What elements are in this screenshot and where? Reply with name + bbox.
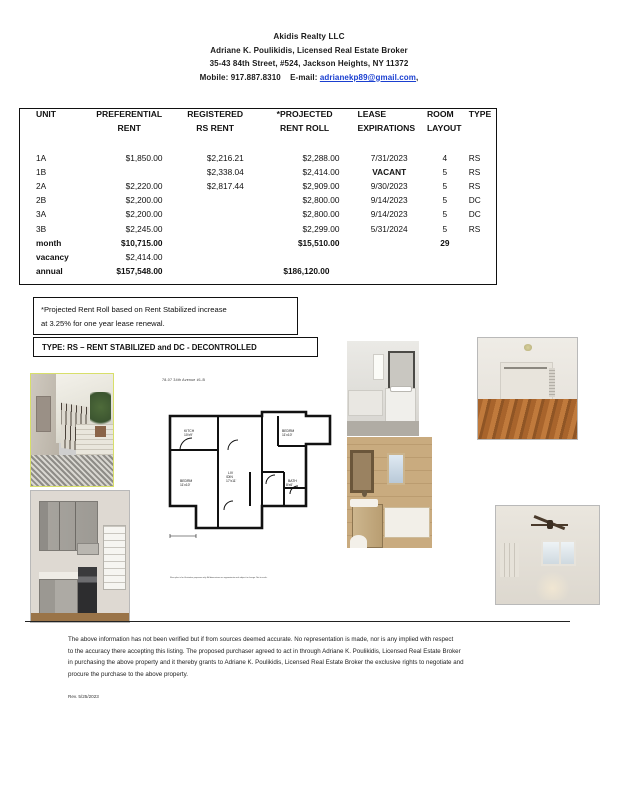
- table-header: [19, 108, 497, 151]
- summary-room: [425, 264, 465, 278]
- cell-type: DC: [468, 195, 481, 206]
- table-row: [19, 193, 497, 207]
- col-type: TYPE: [468, 109, 492, 119]
- col-projected-sub: RENT ROLL: [280, 123, 330, 134]
- potted-plant: [90, 392, 111, 430]
- summary-row-annual: [19, 264, 497, 278]
- summary-preferential: $2,414.00: [125, 251, 163, 262]
- col-lease-sub: EXPIRATIONS: [357, 123, 416, 134]
- cell-registered: [175, 222, 256, 236]
- summary-projected: $15,510.00: [297, 237, 340, 248]
- bathroom-white-photo: [347, 341, 419, 436]
- col-unit: UNIT: [36, 109, 57, 119]
- cell-type: RS: [468, 166, 481, 177]
- summary-lease: [353, 236, 424, 250]
- contact-line: [0, 71, 618, 85]
- svg-text:8'x6': 8'x6': [286, 483, 293, 487]
- summary-room: 29: [440, 237, 450, 248]
- cell-unit: 2A: [36, 180, 47, 191]
- disclaimer-line-3: in purchasing the above property and it thereby grants to Adriane K. Poulikidis, Licensed Real Estate Broker the exclusive rights to negotiate and: [68, 659, 464, 667]
- cell-unit: 3B: [36, 223, 47, 234]
- plant-pot: [95, 426, 106, 437]
- summary-registered: [175, 250, 256, 264]
- company-name: Akidis Realty LLC: [273, 32, 345, 41]
- footer-divider: [25, 621, 570, 622]
- bath2-toilet: [350, 535, 367, 548]
- summary-type: [465, 264, 497, 278]
- cell-type: DC: [468, 209, 481, 220]
- svg-text:LIV: LIV: [228, 471, 234, 475]
- table-row: [19, 222, 497, 236]
- cell-projected: $2,299.00: [302, 223, 340, 234]
- bath2-mirror: [350, 450, 375, 493]
- cell-lease: 9/14/2023: [370, 209, 408, 220]
- range-hood: [77, 543, 99, 554]
- hall-door: [36, 396, 51, 432]
- stove-range: [78, 567, 97, 619]
- bath2-tub: [384, 507, 430, 538]
- room1-hardwood-floor: [478, 399, 577, 439]
- table-row: [19, 165, 497, 179]
- summary-preferential: $10,715.00: [121, 237, 163, 248]
- col-lease: LEASE: [357, 109, 387, 119]
- floor-plan-footnote: Floor plan is for illustrative purposes only. All dimensions are approximate and subject to change. Not to scale.: [170, 577, 268, 579]
- office-address: 35-43 84th Street, #524, Jackson Heights, NY 11372: [209, 59, 409, 69]
- bath1-window: [373, 354, 384, 380]
- ceiling-fan-icon: [531, 520, 568, 529]
- col-room-sub: LAYOUT: [426, 123, 462, 134]
- disclaimer-text: [68, 634, 552, 680]
- room1-radiator: [549, 368, 555, 396]
- cell-lease: 7/31/2023: [370, 152, 408, 163]
- summary-row-vacancy: [19, 250, 497, 264]
- kitchen-photo: [30, 490, 130, 623]
- hallway-stairs-photo: [30, 373, 114, 487]
- header-spacer: [19, 136, 497, 150]
- cell-type: RS: [468, 223, 481, 234]
- floor-plan-label: 78-07 34th Avenue #1-B: [162, 378, 206, 382]
- room2-floor-reflection: [535, 571, 570, 600]
- svg-text:11'x10': 11'x10': [282, 433, 293, 437]
- summary-registered: [175, 236, 256, 250]
- summary-label: vacancy: [36, 251, 69, 262]
- cell-room: 5: [442, 209, 448, 220]
- col-unit-sub: [19, 122, 84, 136]
- bath2-window: [387, 453, 405, 486]
- table-header-row-1: [19, 108, 497, 122]
- cell-lease: 5/31/2024: [370, 223, 408, 234]
- cell-registered: $2,338.04: [206, 166, 244, 177]
- cell-unit: 1A: [36, 152, 47, 163]
- cell-preferential: [84, 165, 175, 179]
- bathroom-tile-photo: [347, 437, 432, 548]
- email-link[interactable]: adrianekp89@gmail.com: [319, 72, 416, 82]
- cell-preferential: $2,220.00: [125, 180, 163, 191]
- cell-lease: 9/14/2023: [370, 195, 408, 206]
- phone-label: Mobile: 917.887.8310: [199, 72, 281, 82]
- cell-preferential: $2,200.00: [125, 195, 163, 206]
- col-registered-sub: RS RENT: [196, 123, 235, 134]
- summary-label: month: [36, 237, 62, 248]
- bath1-floor: [347, 421, 419, 436]
- svg-text:17'x11': 17'x11': [226, 479, 237, 483]
- cell-preferential: $2,200.00: [125, 209, 163, 220]
- svg-text:BEDRM: BEDRM: [282, 429, 295, 433]
- summary-type: [465, 250, 497, 264]
- hall-floor-tile: [31, 455, 113, 486]
- summary-row-month: [19, 236, 497, 250]
- svg-text:BEDRM: BEDRM: [180, 479, 193, 483]
- col-preferential: PREFERENTIAL: [96, 109, 163, 119]
- cell-lease: VACANT: [372, 166, 407, 177]
- cell-room: 4: [442, 152, 448, 163]
- cell-preferential: $2,245.00: [125, 223, 163, 234]
- cell-projected: $2,909.00: [302, 180, 340, 191]
- table-header-row-2: [19, 122, 497, 136]
- room1-closet-rod: [504, 367, 548, 369]
- cell-unit: 2B: [36, 195, 47, 206]
- type-legend-text: TYPE: RS – RENT STABILIZED and DC - DECONTROLLED: [42, 343, 257, 352]
- col-type-sub: [465, 122, 497, 136]
- disclaimer-line-1: The above information has not been verified but if from sources deemed accurate. No representation is made, nor is any implied with respect: [68, 636, 454, 643]
- cell-unit: 1B: [36, 166, 47, 177]
- col-projected: *PROJECTED: [276, 109, 333, 119]
- bath2-sink: [350, 499, 377, 507]
- table-row: [19, 151, 497, 165]
- col-preferential-sub: RENT: [117, 123, 141, 134]
- table-row: [19, 207, 497, 221]
- disclaimer-line-4: procure the purchase to the above property.: [68, 670, 188, 678]
- table-body: [19, 151, 497, 279]
- projected-rent-note-box: [33, 297, 298, 335]
- cell-type: RS: [468, 152, 481, 163]
- empty-room-photo: [477, 337, 578, 440]
- rent-roll-table: [19, 108, 497, 278]
- summary-lease: [353, 264, 424, 278]
- cell-preferential: $1,850.00: [125, 152, 163, 163]
- table-row: [19, 179, 497, 193]
- type-legend-box: [33, 337, 318, 357]
- svg-text:/DIN: /DIN: [226, 475, 233, 479]
- cell-room: 5: [442, 223, 448, 234]
- summary-preferential: $157,548.00: [116, 266, 163, 277]
- bath1-sink: [390, 386, 412, 393]
- floor-plan-image: [160, 376, 340, 596]
- cell-room: 5: [442, 195, 448, 206]
- summary-registered: [175, 264, 256, 278]
- cell-room: 5: [442, 180, 448, 191]
- broker-name: Adriane K. Poulikidis, Licensed Real Estate Broker: [210, 45, 408, 55]
- cell-lease: 9/30/2023: [370, 180, 408, 191]
- cell-projected: $2,800.00: [302, 209, 340, 220]
- cell-projected: $2,288.00: [302, 152, 340, 163]
- summary-type: [465, 236, 497, 250]
- svg-text:10'x9': 10'x9': [184, 433, 193, 437]
- summary-projected: [256, 250, 354, 264]
- svg-text:11'x10': 11'x10': [180, 483, 191, 487]
- cell-room: 5: [442, 166, 448, 177]
- bath1-tub: [348, 390, 382, 416]
- projected-note-line-2: at 3.25% for one year lease renewal.: [41, 319, 165, 328]
- cell-unit: 3A: [36, 209, 47, 220]
- bath1-vanity: [385, 388, 416, 422]
- email-trailing-comma: ,: [416, 72, 419, 82]
- cell-registered: [175, 193, 256, 207]
- projected-note-line-1: *Projected Rent Roll based on Rent Stabilized increase: [41, 305, 227, 314]
- svg-text:BATH: BATH: [288, 479, 297, 483]
- cell-registered: [175, 207, 256, 221]
- disclaimer-line-2: to the accuracy there accepting this listing. The proposed purchaser agreed to act in through Adriane K. Poulikidis, Licensed Real Estate Broker: [68, 647, 461, 655]
- email-label: E-mail:: [290, 72, 318, 82]
- cell-projected: $2,800.00: [302, 195, 340, 206]
- svg-text:KITCH: KITCH: [184, 429, 195, 433]
- revision-stamp: Rev. 5/25/2023: [68, 694, 99, 699]
- kitchen-window: [103, 525, 127, 590]
- cell-registered: $2,216.21: [206, 152, 244, 163]
- col-registered: REGISTERED: [187, 109, 244, 119]
- floor-plan-drawing: [166, 410, 334, 558]
- document-header: [0, 30, 618, 84]
- summary-lease: [353, 250, 424, 264]
- summary-room: [425, 250, 465, 264]
- col-room: ROOM: [426, 109, 454, 119]
- cell-registered: $2,817.44: [206, 180, 244, 191]
- summary-label: annual: [36, 266, 63, 277]
- summary-projected: $186,120.00: [283, 266, 330, 277]
- living-room-photo: [495, 505, 600, 605]
- cell-type: RS: [468, 180, 481, 191]
- cell-projected: $2,414.00: [302, 166, 340, 177]
